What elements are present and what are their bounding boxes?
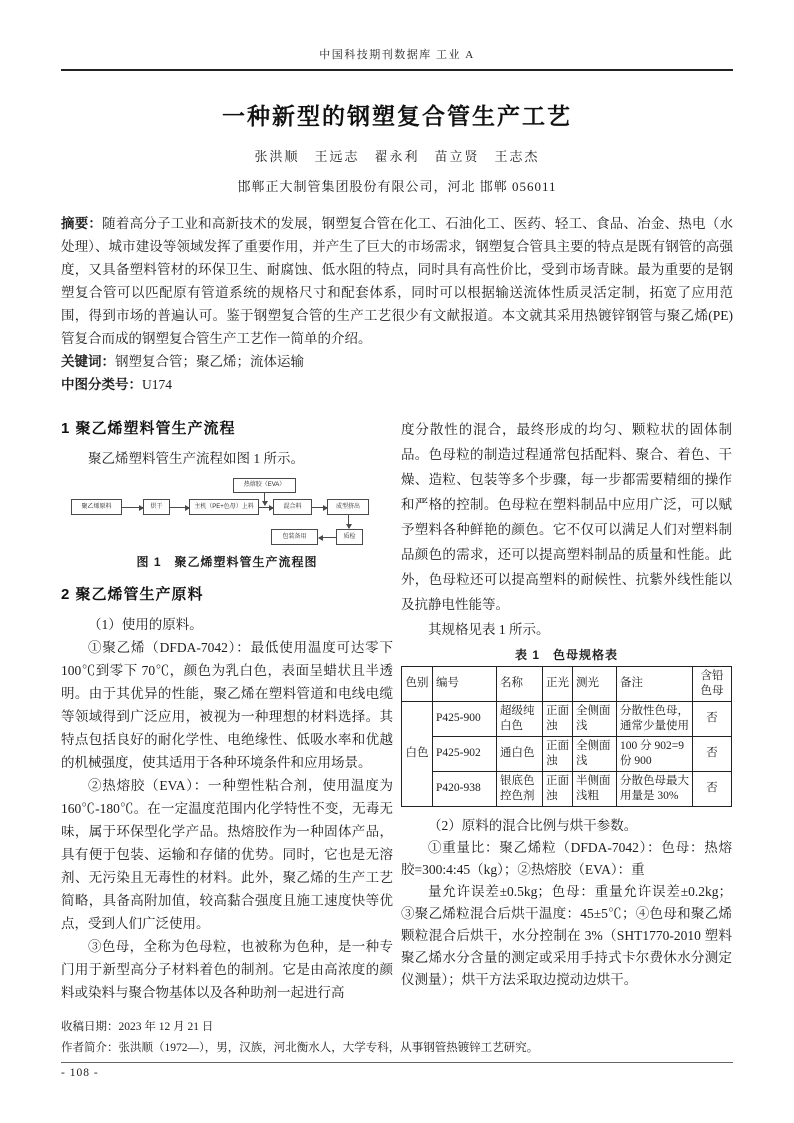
abstract-paragraph: [61, 212, 733, 350]
col-header-remark: 备注: [617, 667, 693, 702]
table-row: [402, 701, 732, 736]
cell-direct-light: 正面浊: [543, 736, 573, 771]
two-column-body: [61, 417, 733, 1004]
cell-metered-light: 半侧面浅粗: [573, 771, 617, 806]
cell-lead: 否: [693, 771, 732, 806]
flow-box-eva: 热熔胶（EVA）: [233, 478, 296, 493]
left-column: [61, 417, 393, 1004]
cell-color-group: 白色: [402, 701, 433, 806]
cell-direct-light: 正面浊: [543, 701, 573, 736]
table-1-caption: 表 1 色母规格表: [514, 648, 618, 662]
flow-box-drying: 烘干: [143, 499, 170, 515]
paragraph-masterbatch-cont: 度分散性的混合，最终形成的均匀、颗粒状的固体制品。色母粒的制造过程通常包括配料、聚合、着色、干燥、造粒、包装等多个步骤，每一步都需要精细的操作和严格的控制。色母粒在塑料制品中应用广泛，可以赋予塑料各种鲜艳的颜色。它不仅可以满足人们对塑料制品颜色的需求，还可以提高塑料制品的质量和性能。此外，色母粒还可以提高塑料的耐候性、抗紫外线性能以及抗静电性能等。: [401, 422, 732, 612]
cell-code: P425-900: [433, 701, 497, 736]
table-row: [402, 736, 732, 771]
cell-direct-light: 正面浊: [543, 771, 573, 806]
cell-remark: 分散性色母，通常少量使用: [617, 701, 693, 736]
cell-name: 银底色控色剂: [497, 771, 543, 806]
paragraph-polyethylene: ①聚乙烯（DFDA-7042）：最低使用温度可达零下100℃到零下 70℃，颜色为乳白色，表面呈蜡状且半透明。由于其优异的性能，聚乙烯在塑料管道和电线电缆等领域得到广泛应用，被视为一种理想的材料选择。其特点包括良好的耐化学性、电绝缘性、低吸水率和优越的机械强度，使其适用于各种环境条件和应用场景。: [61, 640, 393, 770]
col-header-direct-light: 正光: [543, 667, 573, 702]
cell-lead: 否: [693, 701, 732, 736]
received-date: 收稿日期：2023 年 12 月 21 日: [61, 1021, 214, 1033]
cell-metered-light: 全侧面浅: [573, 736, 617, 771]
journal-header: 中国科技期刊数据库 工业 A: [319, 49, 475, 61]
table-1-masterbatch-spec: [401, 666, 732, 807]
clc-value: U174: [142, 377, 172, 392]
keywords-text: 钢塑复合管；聚乙烯；流体运输: [115, 354, 304, 369]
section-2-heading: 2 聚乙烯管生产原料: [61, 586, 204, 603]
cell-lead: 否: [693, 736, 732, 771]
page-number: - 108 -: [61, 1067, 99, 1079]
arrow-dry-to-host: [170, 507, 189, 508]
flow-box-raw-material: 聚乙烯原料: [71, 499, 122, 515]
paragraph-materials: （1）使用的原料。: [88, 617, 203, 632]
header-rule: [61, 69, 733, 71]
section-1-heading: 1 聚乙烯塑料管生产流程: [61, 420, 236, 437]
affiliation-line: 邯郸正大制管集团股份有限公司，河北 邯郸 056011: [237, 179, 557, 194]
table-header-row: [402, 667, 732, 702]
arrow-extrude-to-inspect: [348, 515, 349, 528]
abstract-text: 随着高分子工业和高新技术的发展，钢塑复合管在化工、石油化工、医药、轻工、食品、冶金、热电（水处理）、城市建设等领域发挥了重要作用，并产生了巨大的市场需求，钢塑复合管具主要的特点是既有钢管的高强度，又具备塑料管材的环保卫生、耐腐蚀、低水阻的特点，同时具有高性价比，受到市场青睐。最为重要的是钢塑复合管可以匹配原有管道系统的规格尺寸和配套体系，同时可以根据输送流体性质灵活定制，拓宽了应用范围，得到市场的普遍认可。鉴于钢塑复合管的生产工艺很少有文献报道。本文就其采用热镀锌钢管与聚乙烯(PE)管复合而成的钢塑复合管生产工艺作一简单的介绍。: [61, 216, 733, 346]
table-1-intro: 其规格见表 1 所示。: [428, 622, 550, 637]
cell-code: P420-938: [433, 771, 497, 806]
arrow-inspect-to-pack: [319, 537, 336, 538]
flow-box-mixture: 混合料: [273, 499, 312, 515]
footnote-block: [61, 1017, 733, 1059]
paragraph-hot-melt-glue: ②热熔胶（EVA）：一种塑性粘合剂，使用温度为160℃-180℃。在一定温度范围内化学特性不变，无毒无味，属于环保型化学产品。热熔胶作为一种固体产品，具有便于包装、运输和存储的优势。同时，它也是无溶剂、无污染且无毒性的材料。此外，聚乙烯的生产工艺简略，具备高附加值，较高黏合强度且施工速度快等优点，受到人们广泛使用。: [61, 778, 393, 931]
col-header-metered-light: 测光: [573, 667, 617, 702]
cell-metered-light: 全侧面浅: [573, 701, 617, 736]
col-header-lead-content: 含铅色母: [693, 667, 732, 702]
col-header-color-type: 色别: [402, 667, 433, 702]
arrow-eva-down: [264, 493, 265, 505]
flow-box-extrusion: 成型挤出: [327, 499, 369, 515]
footer-rule: [61, 1062, 733, 1063]
flow-box-host-feeding: 主机（PE+色母）上料: [189, 499, 259, 515]
cell-code: P425-902: [433, 736, 497, 771]
keywords-label: 关键词：: [61, 354, 115, 369]
clc-line: [61, 373, 733, 396]
cell-remark: 100 分 902=9 份 900: [617, 736, 693, 771]
arrow-raw-to-dry: [122, 507, 143, 508]
author-bio: 作者简介：张洪顺（1972—），男，汉族，河北衡水人，大学专科，从事钢管热镀锌工艺研究。: [61, 1042, 539, 1054]
cell-remark: 分散色母最大用量是 30%: [617, 771, 693, 806]
arrow-host-to-mix: [259, 507, 273, 508]
paragraph-mix-ratio-heading: （2）原料的混合比例与烘干参数。: [428, 817, 638, 833]
abstract-label: 摘要：: [61, 216, 103, 231]
keywords-line: [61, 350, 733, 373]
section-1-intro: 聚乙烯塑料管生产流程如图 1 所示。: [88, 451, 304, 466]
authors-line: 张洪顺 王远志 翟永利 苗立贤 王志杰: [254, 149, 540, 164]
flow-box-packing: 包装备用: [271, 529, 318, 545]
figure-1-caption: 图 1 聚乙烯塑料管生产流程图: [136, 555, 318, 569]
paragraph-weight-ratio: ①重量比：聚乙烯粒（DFDA-7042）：色母：热熔胶=300:4:45（kg）；②热熔胶（EVA）：重: [401, 839, 732, 877]
flow-box-inspection: 质检: [336, 529, 363, 545]
cell-name: 通白色: [497, 736, 543, 771]
arrow-mix-to-extrude: [312, 507, 327, 508]
article-title: 一种新型的钢塑复合管生产工艺: [222, 103, 572, 129]
cell-name: 超级纯白色: [497, 701, 543, 736]
table-row: [402, 771, 732, 806]
col-header-code: 编号: [433, 667, 497, 702]
paragraph-masterbatch: ③色母，全称为色母粒，也被称为色种，是一种专门用于新型高分子材料着色的制剂。它是由高浓度的颜料或染料与聚合物基体以及各种助剂一起进行高: [61, 939, 393, 1000]
col-header-name: 名称: [497, 667, 543, 702]
right-column: [401, 417, 732, 1004]
figure-1-flowchart: [61, 478, 393, 548]
clc-label: 中图分类号：: [61, 377, 142, 392]
paragraph-drying-params: 量允许误差±0.5kg；色母：重量允许误差±0.2kg；③聚乙烯粒混合后烘干温度：45±5℃；④色母和聚乙烯颗粒混合后烘干，水分控制在 3%（SHT1770-2010 塑料 聚乙烯水分含量的测定或采用手持式卡尔费休水分测定仪测量）；烘干方法采取边搅动边烘干。: [401, 883, 732, 987]
